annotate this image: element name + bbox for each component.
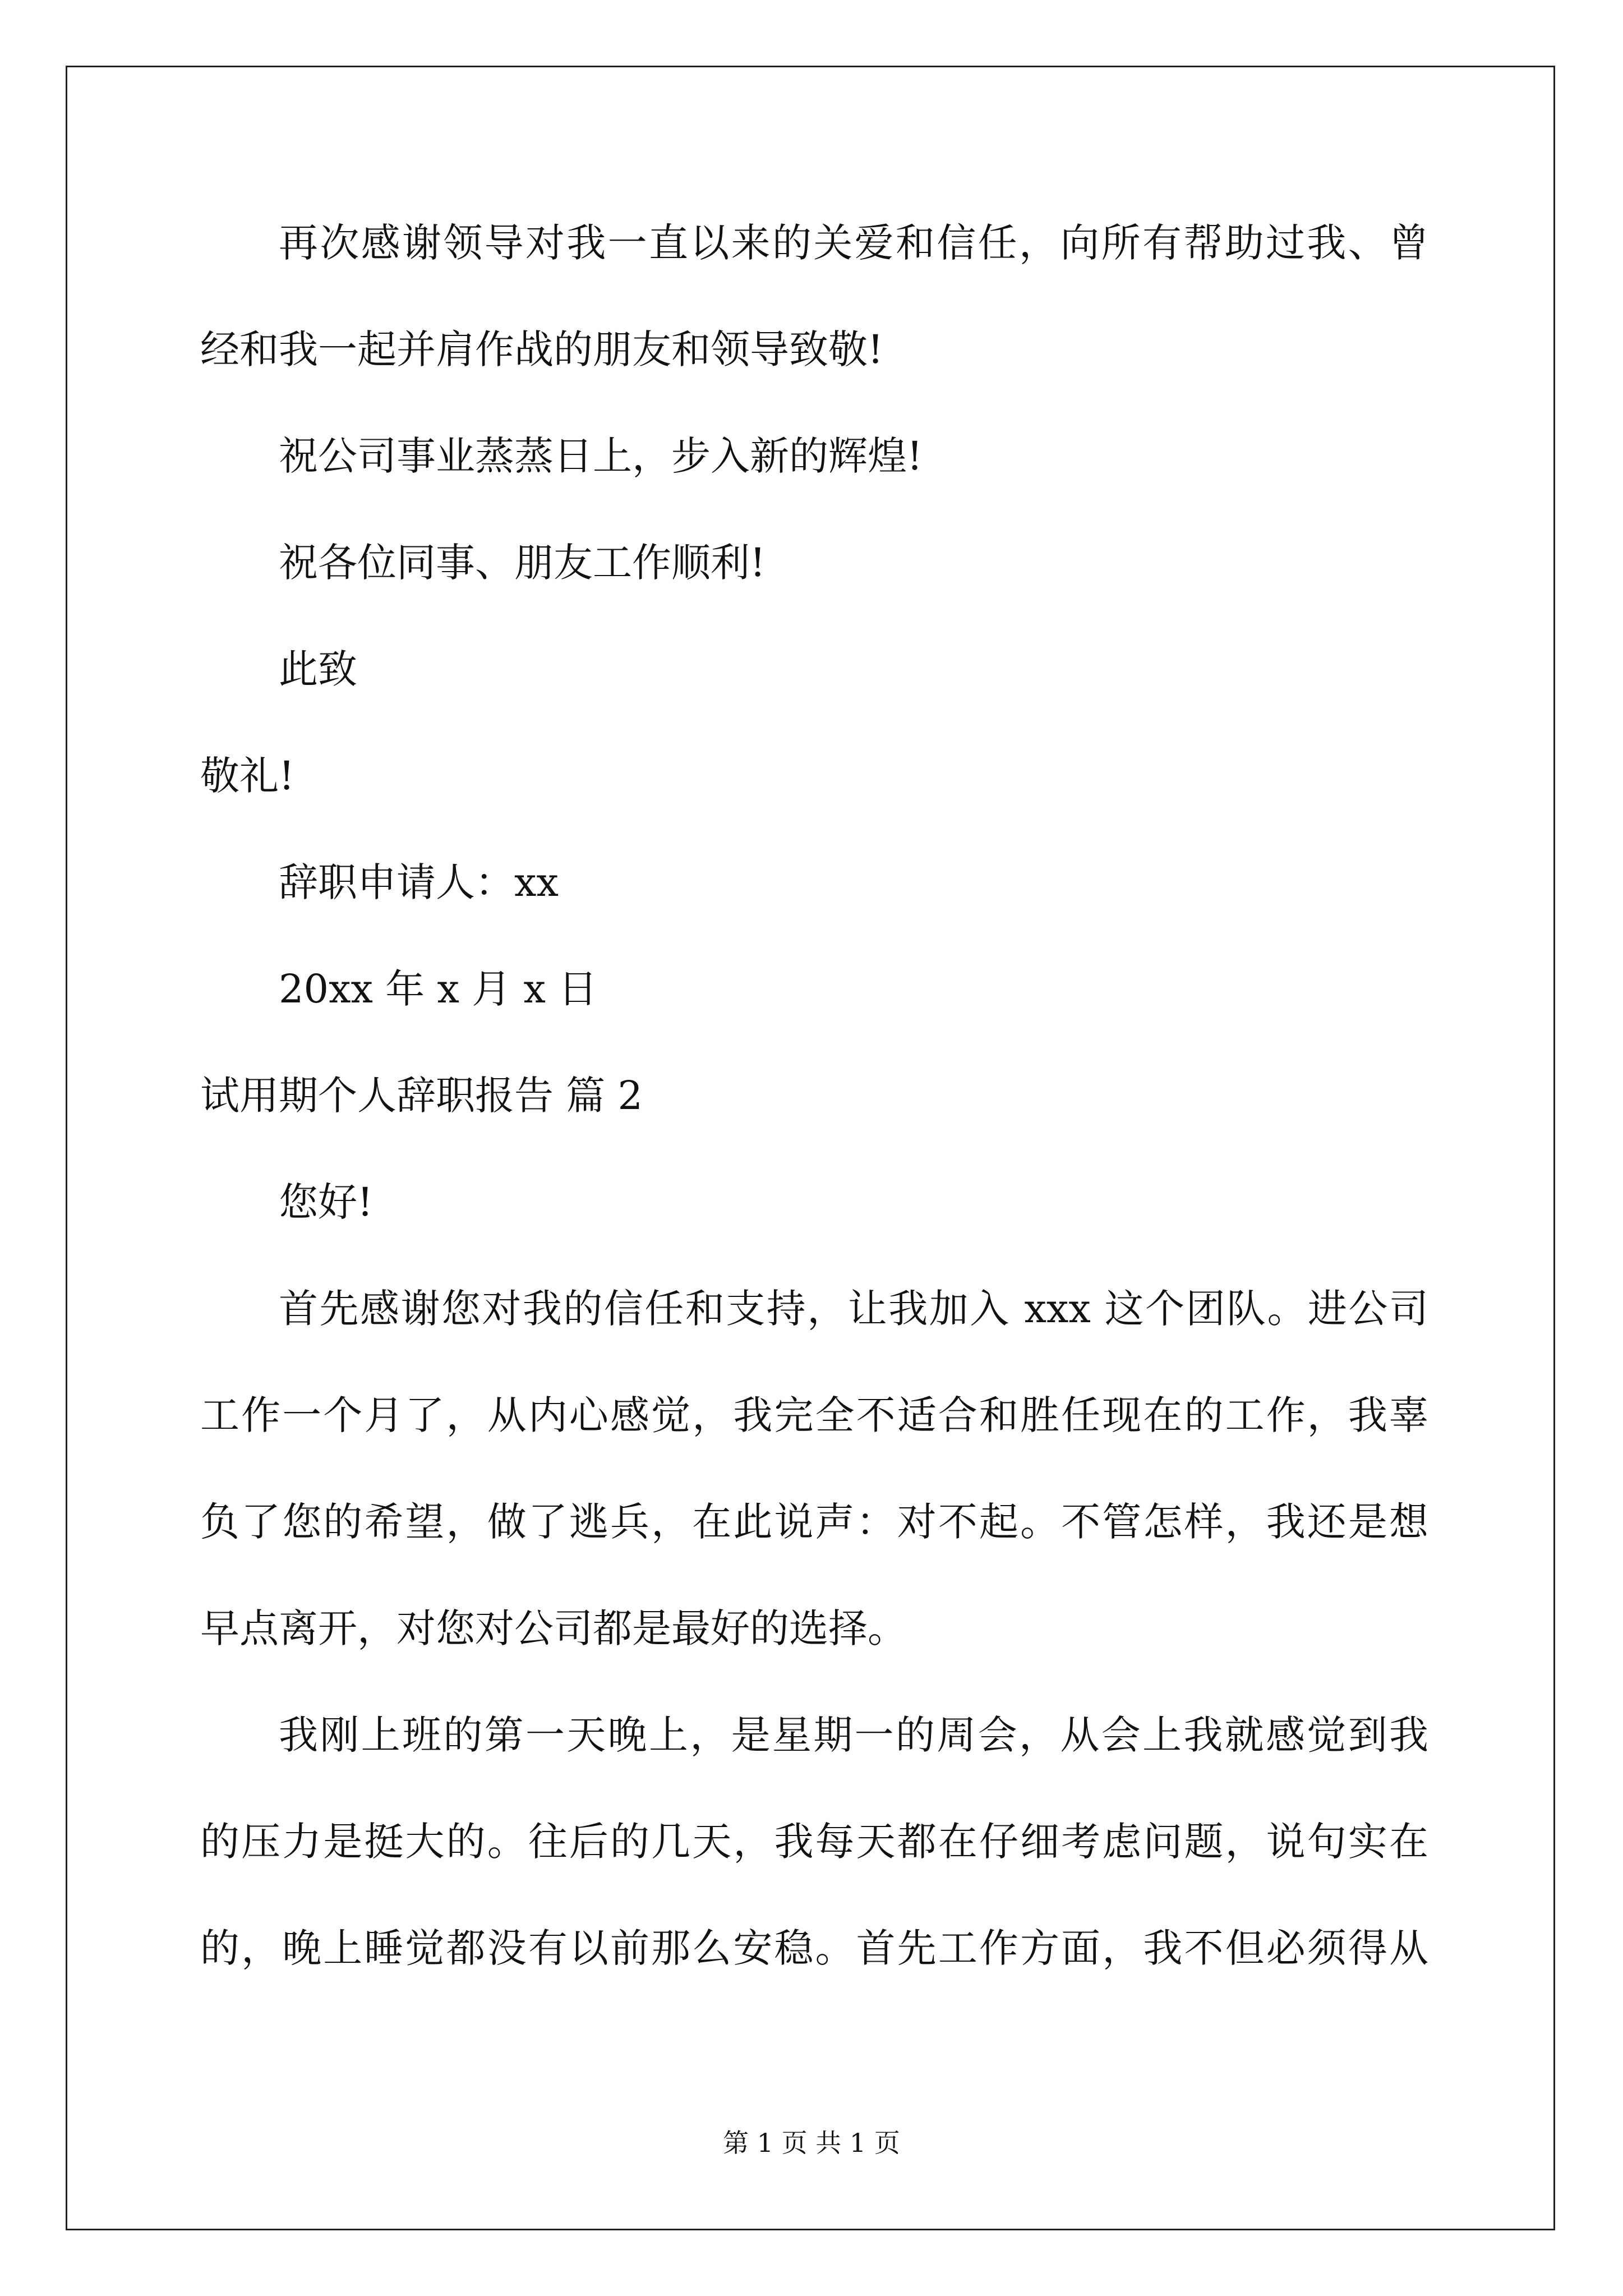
text-line: 经和我一起并肩作战的朋友和领导致敬! xyxy=(200,326,884,372)
text-line: 负了您的希望，做了逃兵，在此说声：对不起。不管怎样，我还是想 xyxy=(200,1499,1428,1545)
text-line: 的，晚上睡觉都没有以前那么安稳。首先工作方面，我不但必须得从 xyxy=(200,1925,1428,1971)
text-line: 工作一个月了，从内心感觉，我完全不适合和胜任现在的工作，我辜 xyxy=(200,1392,1428,1438)
text-line: 您好! xyxy=(279,1179,374,1225)
text-line: 试用期个人辞职报告 篇 2 xyxy=(200,1073,643,1119)
document-body xyxy=(200,220,1428,2035)
text-line: 祝各位同事、朋友工作顺利! xyxy=(279,540,766,586)
text-line: 辞职申请人：xx xyxy=(279,859,559,905)
text-line: 早点离开，对您对公司都是最好的选择。 xyxy=(200,1605,907,1651)
text-line: 再次感谢领导对我一直以来的关爱和信任，向所有帮助过我、曾 xyxy=(279,220,1428,266)
text-line: 我刚上班的第一天晚上，是星期一的周会，从会上我就感觉到我 xyxy=(279,1712,1428,1758)
text-line: 20xx 年 x 月 x 日 xyxy=(279,966,598,1012)
text-line: 祝公司事业蒸蒸日上，步入新的辉煌! xyxy=(279,433,923,479)
text-line: 此致 xyxy=(279,646,357,692)
page-number-footer: 第 1 页 共 1 页 xyxy=(723,2128,900,2158)
text-line: 首先感谢您对我的信任和支持，让我加入 xxx 这个团队。进公司 xyxy=(279,1286,1428,1332)
text-line: 的压力是挺大的。往后的几天，我每天都在仔细考虑问题，说句实在 xyxy=(200,1819,1428,1865)
text-line: 敬礼! xyxy=(200,753,295,799)
